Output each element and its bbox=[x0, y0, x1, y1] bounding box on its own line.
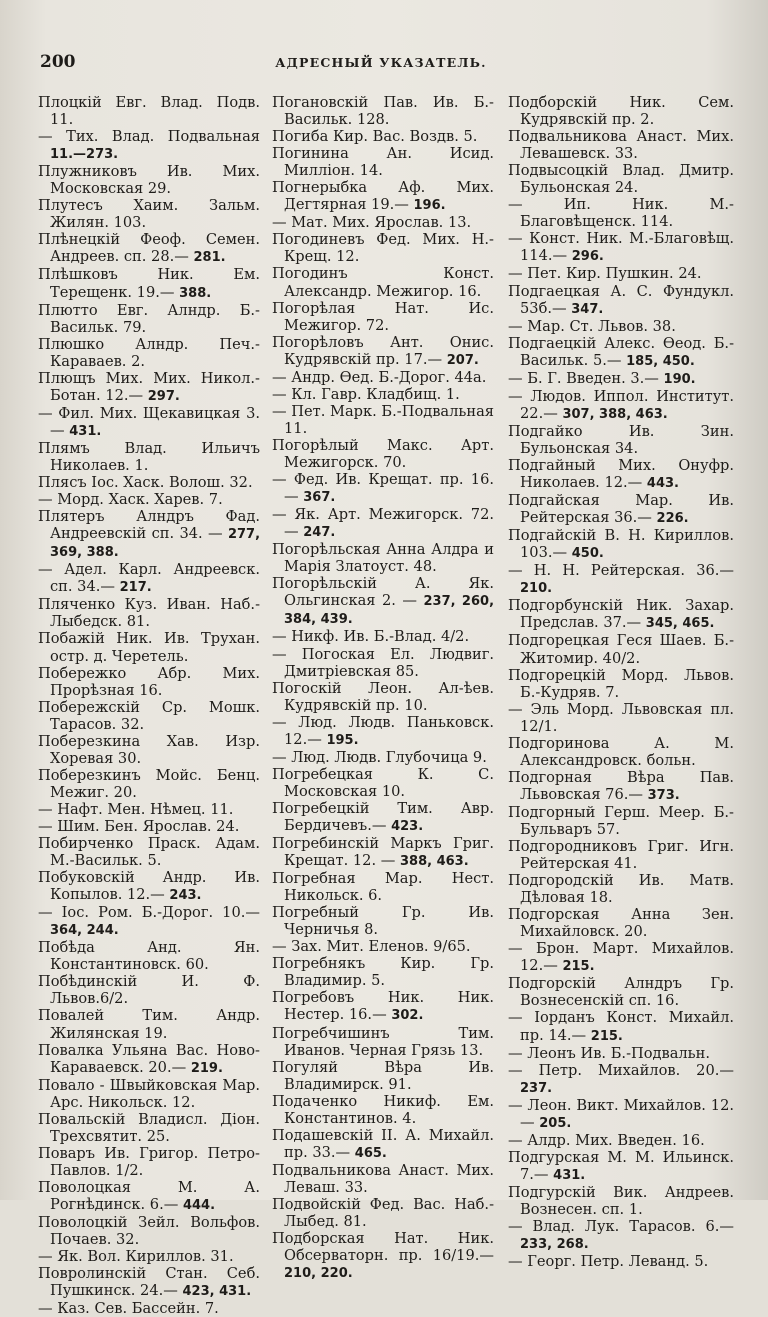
column-2 bbox=[272, 94, 494, 1282]
directory-entry bbox=[508, 1097, 734, 1132]
directory-entry bbox=[272, 766, 494, 800]
directory-entry bbox=[38, 733, 260, 767]
entry-text: Плоцкій Евг. Влад. Подв. 11. bbox=[38, 94, 260, 129]
entry-text: Плясъ Іос. Хаск. Волош. 32. bbox=[38, 474, 253, 492]
entry-text: — Пет. Марк. Б.-Подвальная 11. bbox=[272, 402, 494, 437]
entry-numbers: 465. bbox=[354, 1145, 387, 1161]
directory-entry bbox=[508, 1132, 734, 1149]
directory-entry bbox=[272, 300, 494, 334]
directory-entry bbox=[38, 370, 260, 405]
directory-entry bbox=[508, 701, 734, 735]
entry-text: — Тих. Влад. Подвальная bbox=[38, 128, 260, 146]
directory-entry bbox=[38, 596, 260, 630]
directory-entry bbox=[508, 265, 734, 282]
entry-numbers: 431. bbox=[69, 423, 102, 439]
entry-text: Подгорный Герш. Меер. Б.-Бульваръ 57. bbox=[508, 803, 734, 838]
entry-text: Погребинскій Маркъ Григ. Крещат. 12. — bbox=[272, 835, 494, 870]
entry-text: Подгайный Мих. Онуфр. Николаев. 12.— bbox=[508, 456, 734, 492]
directory-entry bbox=[272, 1127, 494, 1162]
entry-text: Подгайскій В. Н. Кириллов. 103.— bbox=[508, 527, 734, 562]
entry-text: Подгородниковъ Григ. Игн. Рейтерская 41. bbox=[508, 838, 734, 873]
entry-numbers: 444. bbox=[182, 1198, 216, 1213]
directory-entry bbox=[272, 628, 494, 645]
directory-entry bbox=[272, 749, 494, 766]
entry-text: — Мар. Ст. Львов. 38. bbox=[508, 317, 676, 335]
entry-numbers: 296. bbox=[571, 249, 604, 265]
entry-text: — Зах. Мит. Еленов. 9/65. bbox=[272, 938, 471, 956]
directory-entry bbox=[38, 1077, 260, 1111]
entry-text: Поволоцкая М. А. Рогнѣдинск. 6.— bbox=[38, 1178, 260, 1213]
entry-text: Пляченко Куз. Иван. Наб.-Лыбедск. 81. bbox=[38, 596, 260, 631]
directory-entry bbox=[272, 403, 494, 437]
directory-entry bbox=[38, 405, 260, 440]
entry-text: — Людов. Иппол. Институт. 22.— bbox=[508, 387, 734, 422]
entry-text: Погребный Гр. Ив. Черничья 8. bbox=[272, 904, 494, 939]
directory-entry bbox=[272, 541, 494, 575]
directory-entry bbox=[508, 735, 734, 769]
entry-text: Подгурскій Вик. Андреев. Вознесен. сп. 1. bbox=[508, 1183, 734, 1218]
entry-numbers: 215. bbox=[562, 959, 595, 975]
entry-text: — Влад. Лук. Тарасов. 6.— bbox=[508, 1218, 734, 1236]
entry-text: Побережко Абр. Мих. Прорѣзная 16. bbox=[38, 664, 260, 699]
entry-text: Повролинскій Стан. Себ. Пушкинск. 24.— bbox=[38, 1265, 260, 1300]
entry-text: Подгоринова А. М. Александровск. больн. bbox=[508, 734, 734, 769]
entry-text: Погодиневъ Фед. Мих. Н.-Крещ. 12. bbox=[272, 231, 494, 266]
entry-text: Погребная Мар. Нест. Никольск. 6. bbox=[272, 870, 494, 905]
entry-text: — Люд. Людв. Паньковск. 12.— bbox=[272, 713, 494, 748]
directory-entry bbox=[272, 955, 494, 989]
directory-entry bbox=[272, 646, 494, 680]
entry-text: — Як. Арт. Межигорск. 72.— bbox=[272, 506, 494, 541]
entry-numbers: 210, 220. bbox=[284, 1266, 353, 1282]
entry-text: Подгаецкая А. С. Фундукл. 53б.— bbox=[508, 282, 734, 317]
directory-entry bbox=[38, 474, 260, 491]
entry-text: Подгайко Ив. Зин. Бульонская 34. bbox=[508, 422, 734, 457]
directory-entry bbox=[38, 801, 260, 818]
entry-text: Побажій Ник. Ив. Трухан. остр. д. Черетель. bbox=[38, 630, 260, 665]
entry-numbers: 205. bbox=[539, 1115, 572, 1131]
entry-text: Плющъ Мих. Мих. Никол.-Ботан. 12.— bbox=[38, 369, 260, 404]
directory-entry bbox=[38, 1042, 260, 1077]
entry-text: Подгорскій Алндръ Гр. Вознесенскій сп. 16. bbox=[508, 975, 734, 1010]
entry-numbers: 345, 465. bbox=[645, 616, 715, 632]
entry-text: Подгородскій Ив. Матв. Дѣловая 18. bbox=[508, 872, 734, 907]
entry-text: Подгорецкая Геся Шаев. Б.-Житомир. 40/2. bbox=[508, 632, 734, 667]
directory-entry bbox=[508, 597, 734, 632]
entry-text: Поберезкинъ Мойс. Бенц. Межиг. 20. bbox=[38, 766, 260, 801]
directory-entry bbox=[272, 714, 494, 749]
directory-entry bbox=[508, 975, 734, 1009]
directory-entry bbox=[38, 94, 260, 128]
directory-entry bbox=[272, 835, 494, 870]
entry-numbers: 215. bbox=[590, 1028, 623, 1044]
entry-text: Побѣдинскій И. Ф. Львов.6/2. bbox=[38, 973, 260, 1008]
directory-entry bbox=[38, 869, 260, 904]
entry-numbers: 233, 268. bbox=[520, 1237, 589, 1253]
entry-text: — Фил. Мих. Щекавицкая 3.— bbox=[38, 404, 260, 439]
entry-text: Подгорная Вѣра Пав. Львовская 76.— bbox=[508, 768, 734, 803]
entry-numbers: 450. bbox=[571, 546, 604, 562]
directory-entry bbox=[508, 1045, 734, 1062]
entry-numbers: 207. bbox=[446, 352, 479, 368]
entry-text: Повальскій Владисл. Діон. Трехсвятит. 25. bbox=[38, 1110, 260, 1145]
directory-entry bbox=[38, 1007, 260, 1041]
entry-text: — Шим. Бен. Ярослав. 24. bbox=[38, 817, 240, 835]
entry-numbers: 210. bbox=[520, 581, 553, 597]
entry-numbers: 431. bbox=[553, 1167, 586, 1183]
directory-entry bbox=[508, 562, 734, 597]
page-header bbox=[34, 52, 728, 76]
entry-text: Подаченко Никиф. Ем. Константинов. 4. bbox=[272, 1092, 494, 1127]
entry-text: Подборская Нат. Ник. Обсерваторн. пр. 16/19.— bbox=[272, 1230, 494, 1265]
directory-entry bbox=[38, 767, 260, 801]
directory-entry bbox=[38, 561, 260, 596]
directory-entry bbox=[38, 128, 260, 163]
entry-text: Повалка Ульяна Вас. Ново-Караваевск. 20.— bbox=[38, 1041, 260, 1076]
directory-entry bbox=[508, 769, 734, 804]
entry-text: — Люд. Людв. Глубочица 9. bbox=[272, 748, 487, 766]
directory-entry bbox=[508, 457, 734, 492]
directory-entry bbox=[508, 940, 734, 975]
entry-text: Плужниковъ Ив. Мих. Московская 29. bbox=[38, 163, 260, 198]
directory-entry bbox=[508, 1253, 734, 1270]
directory-entry bbox=[38, 1265, 260, 1300]
directory-entry bbox=[508, 804, 734, 838]
entry-numbers: 388. bbox=[179, 285, 212, 301]
directory-entry bbox=[38, 163, 260, 197]
entry-text: Подвальникова Анаст. Мих. Леваш. 33. bbox=[272, 1161, 494, 1196]
entry-numbers: 237. bbox=[520, 1080, 553, 1096]
directory-entry bbox=[508, 838, 734, 872]
entry-numbers: 302. bbox=[391, 1008, 424, 1024]
directory-entry bbox=[272, 1025, 494, 1059]
directory-entry bbox=[508, 906, 734, 940]
directory-entry bbox=[272, 506, 494, 541]
entry-numbers: 297. bbox=[147, 388, 180, 404]
entry-text: Погорѣльскій А. Як. Ольгинская 2. — bbox=[272, 575, 494, 610]
entry-text: — Як. Вол. Кириллов. 31. bbox=[38, 1248, 234, 1266]
entry-text: Плятеръ Алндръ Фад. Андреевскій сп. 34. — bbox=[38, 508, 260, 543]
entry-text: — Брон. Март. Михайлов. 12.— bbox=[508, 940, 734, 975]
entry-text: — Конст. Ник. М.-Благовѣщ. 114.— bbox=[508, 230, 734, 265]
entry-text: Подгорецкій Морд. Львов. Б.-Кудряв. 7. bbox=[508, 666, 734, 701]
entry-numbers: 217. bbox=[119, 580, 152, 596]
entry-text: Подвальникова Анаст. Мих. Левашевск. 33. bbox=[508, 128, 734, 163]
entry-text: Повало - Швыйковская Мар. Арс. Никольск. 12. bbox=[38, 1076, 260, 1111]
directory-entry bbox=[508, 196, 734, 230]
entry-text: Погребовъ Ник. Ник. Нестер. 16.— bbox=[272, 989, 494, 1024]
directory-entry bbox=[272, 1059, 494, 1093]
directory-entry bbox=[38, 1248, 260, 1265]
directory-entry bbox=[272, 1196, 494, 1230]
directory-entry bbox=[272, 94, 494, 128]
entry-numbers: 364, 244. bbox=[50, 923, 119, 939]
directory-entry bbox=[272, 870, 494, 904]
entry-text: Подашевскій II. А. Михайл. пр. 33.— bbox=[272, 1126, 494, 1161]
directory-entry bbox=[272, 145, 494, 179]
entry-text: — Ип. Ник. М.-Благовѣщенск. 114. bbox=[508, 196, 734, 231]
entry-numbers: 281. bbox=[193, 250, 226, 266]
entry-text: — Фед. Ив. Крещат. пр. 16.— bbox=[272, 471, 494, 506]
directory-entry bbox=[508, 94, 734, 128]
entry-text: Погорѣловъ Ант. Онис. Кудрявскій пр. 17.— bbox=[272, 333, 494, 368]
entry-text: — Леон. Викт. Михайлов. 12.— bbox=[508, 1096, 734, 1131]
directory-entry bbox=[508, 492, 734, 527]
entry-text: — Іорданъ Конст. Михайл. пр. 14.— bbox=[508, 1009, 734, 1044]
directory-entry bbox=[508, 370, 734, 388]
entry-text: Подгаецкій Алекс. Ѳеод. Б.-Васильк. 5.— bbox=[508, 334, 734, 369]
entry-text: Погорѣлая Нат. Ис. Межигор. 72. bbox=[272, 299, 494, 334]
directory-entry bbox=[38, 266, 260, 301]
directory-entry bbox=[508, 872, 734, 906]
page-title: АДРЕСНЫЙ УКАЗАТЕЛЬ. bbox=[275, 55, 487, 70]
entry-text: Плюшко Алндр. Печ.-Караваев. 2. bbox=[38, 335, 260, 370]
directory-entry bbox=[508, 1149, 734, 1184]
entry-text: — Нафт. Мен. Нѣмец. 11. bbox=[38, 800, 234, 818]
entry-numbers: 423, 431. bbox=[182, 1284, 252, 1300]
directory-entry bbox=[508, 1009, 734, 1044]
directory-entry bbox=[272, 938, 494, 955]
directory-entry bbox=[38, 973, 260, 1007]
directory-entry bbox=[508, 230, 734, 265]
directory-entry bbox=[38, 491, 260, 508]
page-number: 200 bbox=[40, 52, 76, 72]
entry-text: — Б. Г. Введен. 3.— bbox=[508, 369, 659, 387]
directory-entry bbox=[272, 369, 494, 386]
entry-text: Погорѣлый Макс. Арт. Межигорск. 70. bbox=[272, 436, 494, 471]
entry-numbers: 196. bbox=[413, 198, 446, 214]
entry-numbers: 443. bbox=[646, 476, 679, 492]
directory-entry bbox=[38, 630, 260, 664]
directory-entry bbox=[508, 1062, 734, 1097]
entry-text: Подборскій Ник. Сем. Кудрявскій пр. 2. bbox=[508, 94, 734, 129]
entry-text: — Адел. Карл. Андреевск. сп. 34.— bbox=[38, 561, 260, 596]
entry-text: Погорѣльская Анна Алдра и Марія Златоуст. 48. bbox=[272, 541, 494, 576]
entry-text: Погоскій Леон. Ал-ѣев. Кудрявскій пр. 10. bbox=[272, 679, 494, 714]
entry-numbers: 226. bbox=[656, 511, 689, 527]
directory-entry bbox=[272, 128, 494, 145]
entry-numbers: 11.—273. bbox=[50, 147, 119, 163]
directory-entry bbox=[508, 162, 734, 196]
directory-entry bbox=[272, 1230, 494, 1282]
entry-numbers: 185, 450. bbox=[626, 353, 695, 369]
directory-entry bbox=[38, 1179, 260, 1214]
entry-numbers: 195. bbox=[326, 732, 359, 748]
entry-text: — Георг. Петр. Леванд. 5. bbox=[508, 1253, 709, 1271]
entry-numbers: 277, 369, 388. bbox=[50, 527, 261, 561]
directory-entry bbox=[38, 835, 260, 869]
directory-entry bbox=[38, 231, 260, 266]
directory-entry bbox=[38, 939, 260, 973]
entry-text: — Мат. Мих. Ярослав. 13. bbox=[272, 214, 472, 232]
entry-text: Подгурская М. М. Ильинск. 7.— bbox=[508, 1148, 734, 1183]
entry-text: Поволоцкій Зейл. Вольфов. Почаев. 32. bbox=[38, 1214, 260, 1249]
directory-entry bbox=[272, 437, 494, 471]
entry-text: — Погоская Ел. Людвиг. Дмитріевская 85. bbox=[272, 645, 494, 680]
directory-entry bbox=[272, 471, 494, 506]
entry-text: Побирченко Праск. Адам. М.-Васильк. 5. bbox=[38, 835, 260, 870]
entry-text: — Петр. Михайлов. 20.— bbox=[508, 1061, 734, 1079]
entry-text: — Каз. Сев. Бассейн. 7. bbox=[38, 1300, 219, 1317]
entry-text: Погребецкій Тим. Авр. Бердичевъ.— bbox=[272, 799, 494, 834]
directory-entry bbox=[38, 818, 260, 835]
directory-entry bbox=[38, 1145, 260, 1179]
entry-text: Погуляй Вѣра Ив. Владимирск. 91. bbox=[272, 1058, 494, 1093]
directory-entry bbox=[508, 388, 734, 423]
entry-text: Погодинъ Конст. Александр. Межигор. 16. bbox=[272, 265, 494, 300]
directory-entry bbox=[272, 265, 494, 299]
entry-numbers: 237, 260, 384, 439. bbox=[284, 594, 495, 628]
entry-numbers: 307, 388, 463. bbox=[562, 406, 668, 422]
directory-entry bbox=[272, 989, 494, 1024]
entry-text: Подгорская Анна Зен. Михайловск. 20. bbox=[508, 906, 734, 941]
entry-text: — Іос. Ром. Б.-Дорог. 10.— bbox=[38, 904, 260, 922]
entry-text: Подвысоцкій Влад. Дмитр. Бульонская 24. bbox=[508, 162, 734, 197]
directory-entry bbox=[508, 667, 734, 701]
entry-text: Погановскій Пав. Ив. Б.-Васильк. 128. bbox=[272, 94, 494, 129]
directory-entry bbox=[272, 179, 494, 214]
entry-numbers: 219. bbox=[190, 1060, 223, 1076]
column-3 bbox=[508, 94, 734, 1270]
entry-text: Поваръ Ив. Григор. Петро-Павлов. 1/2. bbox=[38, 1144, 260, 1179]
directory-entry bbox=[508, 283, 734, 318]
entry-text: — Н. Н. Рейтерская. 36.— bbox=[508, 562, 734, 580]
entry-text: Погинина Ан. Исид. Милліон. 14. bbox=[272, 145, 494, 180]
entry-numbers: 190. bbox=[663, 371, 696, 387]
directory-entry bbox=[508, 128, 734, 162]
entry-text: Подгорбунскій Ник. Захар. Предслав. 37.— bbox=[508, 597, 734, 632]
entry-text: — Эль Морд. Львовская пл. 12/1. bbox=[508, 700, 734, 735]
entry-text: Погребецкая К. С. Московская 10. bbox=[272, 765, 494, 800]
entry-text: Плѣнецкій Феоф. Семен. Андреев. сп. 28.— bbox=[38, 231, 260, 266]
entry-text: Повалей Тим. Андр. Жилянская 19. bbox=[38, 1007, 260, 1042]
directory-entry bbox=[508, 527, 734, 562]
entry-text: Побережскій Ср. Мошк. Тарасов. 32. bbox=[38, 698, 260, 733]
entry-text: Побуковскій Андр. Ив. Копылов. 12.— bbox=[38, 869, 260, 904]
directory-entry bbox=[508, 423, 734, 457]
directory-entry bbox=[508, 1184, 734, 1218]
directory-entry bbox=[38, 665, 260, 699]
entry-text: Погиба Кир. Вас. Воздв. 5. bbox=[272, 128, 478, 146]
entry-text: — Морд. Хаск. Харев. 7. bbox=[38, 491, 223, 509]
directory-entry bbox=[38, 508, 260, 561]
entry-text: Погнерыбка Аф. Мих. Дегтярная 19.— bbox=[272, 179, 494, 214]
directory-entry bbox=[508, 632, 734, 666]
entry-text: — Пет. Кир. Пушкин. 24. bbox=[508, 265, 702, 283]
directory-entry bbox=[508, 1218, 734, 1253]
directory-entry bbox=[272, 1093, 494, 1127]
entry-text: — Алдр. Мих. Введен. 16. bbox=[508, 1131, 705, 1149]
entry-text: Плютто Евг. Алндр. Б.-Васильк. 79. bbox=[38, 301, 260, 336]
directory-entry bbox=[38, 904, 260, 939]
entry-text: Подвойскій Фед. Вас. Наб.-Лыбед. 81. bbox=[272, 1196, 494, 1231]
directory-entry bbox=[272, 904, 494, 938]
entry-text: Погребнякъ Кир. Гр. Владимир. 5. bbox=[272, 955, 494, 990]
entry-numbers: 388, 463. bbox=[399, 854, 469, 870]
entry-numbers: 423. bbox=[391, 818, 424, 834]
directory-entry bbox=[38, 1111, 260, 1145]
directory-entry bbox=[272, 214, 494, 231]
entry-text: — Андр. Ѳед. Б.-Дорог. 44а. bbox=[272, 368, 487, 386]
directory-entry bbox=[38, 1214, 260, 1248]
column-1 bbox=[38, 94, 260, 1317]
directory-entry bbox=[272, 231, 494, 265]
directory-entry bbox=[38, 440, 260, 474]
entry-numbers: 367. bbox=[303, 490, 336, 506]
entry-text: Плѣшковъ Ник. Ем. Терещенк. 19.— bbox=[38, 266, 260, 301]
directory-entry bbox=[272, 386, 494, 403]
directory-entry bbox=[38, 336, 260, 370]
entry-text: Подгайская Мар. Ив. Рейтерская 36.— bbox=[508, 492, 734, 527]
directory-entry bbox=[38, 302, 260, 336]
entry-numbers: 373. bbox=[647, 787, 680, 803]
directory-entry bbox=[272, 334, 494, 369]
directory-entry bbox=[272, 1162, 494, 1196]
entry-text: — Никф. Ив. Б.-Влад. 4/2. bbox=[272, 628, 470, 646]
directory-entry bbox=[38, 699, 260, 733]
directory-entry bbox=[272, 680, 494, 714]
entry-numbers: 347. bbox=[571, 301, 604, 317]
entry-numbers: 243. bbox=[169, 888, 202, 904]
entry-text: — Кл. Гавр. Кладбищ. 1. bbox=[272, 385, 460, 403]
directory-entry bbox=[38, 197, 260, 231]
entry-text: — Леонъ Ив. Б.-Подвальн. bbox=[508, 1044, 710, 1062]
directory-entry bbox=[508, 335, 734, 370]
entry-text: Плямъ Влад. Ильичъ Николаев. 1. bbox=[38, 439, 260, 474]
directory-entry bbox=[508, 318, 734, 335]
directory-entry bbox=[38, 1300, 260, 1317]
entry-text: Плутесъ Хаим. Зальм. Жилян. 103. bbox=[38, 197, 260, 232]
entry-text: Поберезкина Хав. Изр. Хоревая 30. bbox=[38, 732, 260, 767]
entry-text: Побѣда Анд. Ян. Константиновск. 60. bbox=[38, 939, 260, 974]
entry-numbers: 247. bbox=[303, 525, 336, 541]
entry-text: Погребчишинъ Тим. Иванов. Черная Грязь 13. bbox=[272, 1024, 494, 1059]
directory-entry bbox=[272, 575, 494, 628]
directory-entry bbox=[272, 800, 494, 835]
